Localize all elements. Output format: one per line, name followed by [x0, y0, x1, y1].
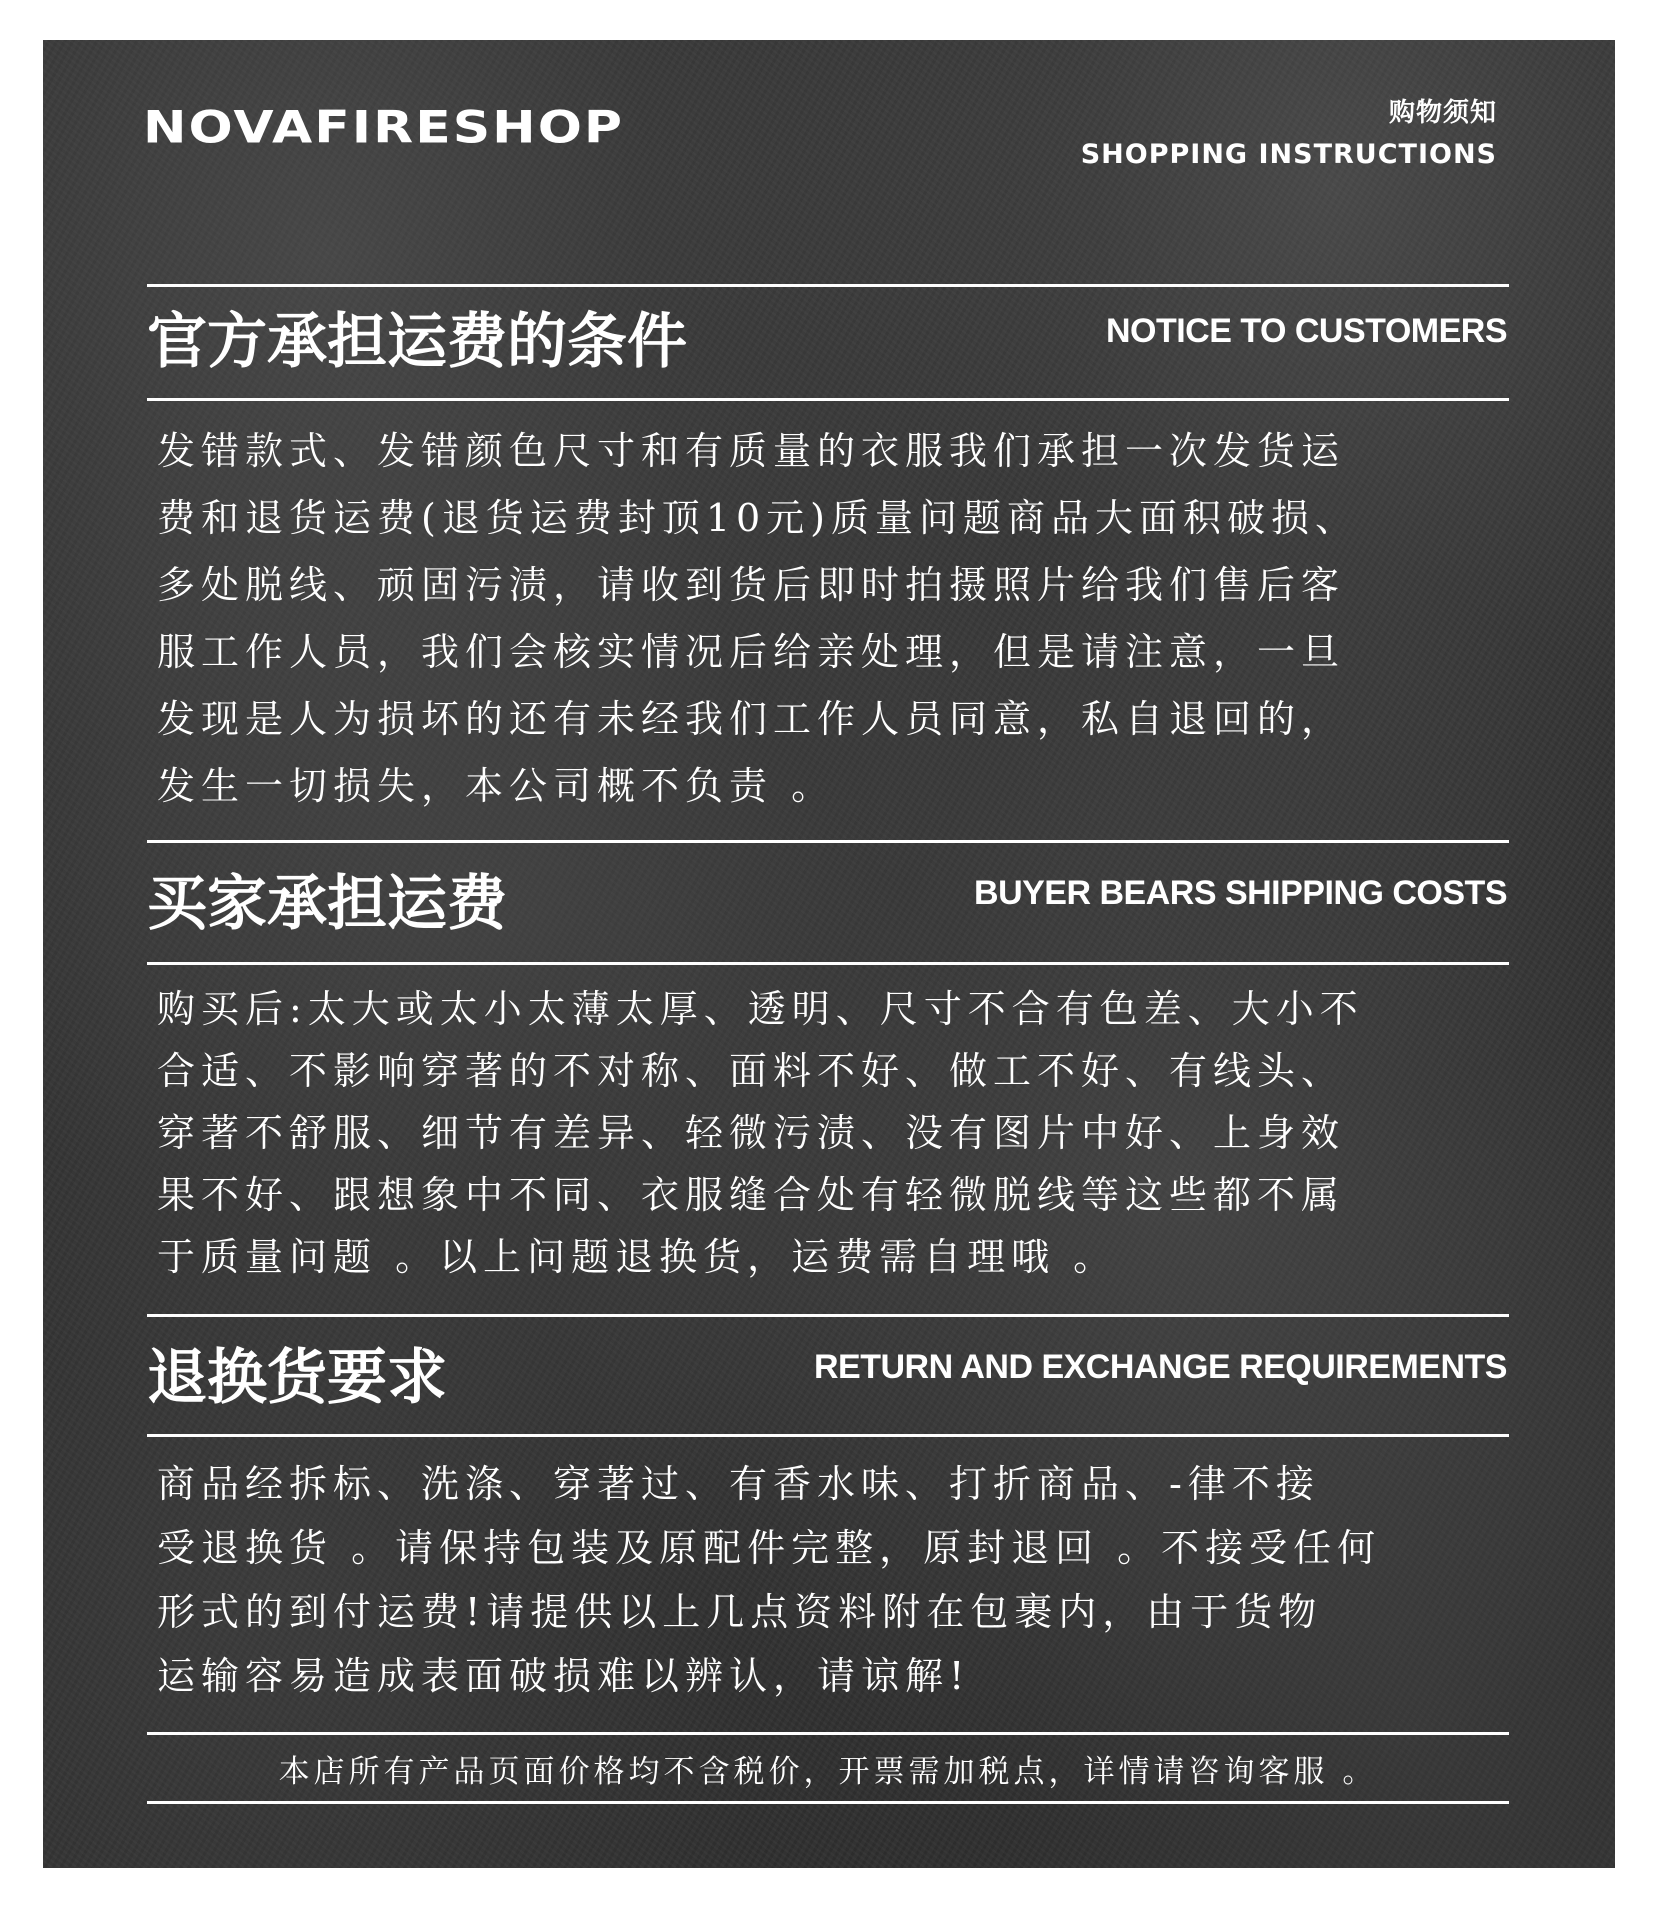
- brand-logo-text: NOVAFIRESHOP: [143, 102, 625, 154]
- section-2-title-cn: 买家承担运费: [147, 869, 507, 939]
- body-line: 发生一切损失，本公司概不负责 。: [157, 764, 836, 808]
- divider-rule: [147, 1732, 1509, 1735]
- body-line: 于质量问题 。以上问题退换货，运费需自理哦 。: [157, 1235, 1118, 1279]
- divider-rule: [147, 1801, 1509, 1804]
- body-line: 运输容易造成表面破损难以辨认，请谅解!: [157, 1654, 971, 1698]
- shopping-instructions-panel: [43, 40, 1615, 1868]
- body-line: 购买后:太大或太小太薄太厚、透明、尺寸不合有色差、大小不: [157, 987, 1364, 1031]
- body-line: 商品经拆标、洗涤、穿著过、有香水味、打折商品、-律不接: [157, 1462, 1320, 1506]
- section-2-body: [157, 978, 1517, 1288]
- divider-rule: [147, 1314, 1509, 1317]
- section-1-title-cn: 官方承担运费的条件: [147, 307, 687, 377]
- divider-rule: [147, 1434, 1509, 1437]
- section-3-title-cn: 退换货要求: [147, 1343, 447, 1413]
- body-line: 发错款式、发错颜色尺寸和有质量的衣服我们承担一次发货运: [157, 429, 1346, 473]
- section-3-body: [157, 1452, 1517, 1708]
- divider-rule: [147, 284, 1509, 287]
- body-line: 服工作人员，我们会核实情况后给亲处理，但是请注意，一旦: [157, 630, 1346, 674]
- divider-rule: [147, 398, 1509, 401]
- body-line: 果不好、跟想象中不同、衣服缝合处有轻微脱线等这些都不属: [157, 1173, 1346, 1217]
- footer-tax-note: 本店所有产品页面价格均不含税价，开票需加税点，详情请咨询客服 。: [278, 1754, 1378, 1790]
- header-title-en: SHOPPING INSTRUCTIONS: [1080, 139, 1497, 170]
- body-line: 发现是人为损坏的还有未经我们工作人员同意，私自退回的，: [157, 697, 1346, 741]
- body-line: 多处脱线、顽固污渍，请收到货后即时拍摄照片给我们售后客: [157, 563, 1346, 607]
- section-1-title-en: NOTICE TO CUSTOMERS: [1105, 312, 1507, 350]
- divider-rule: [147, 962, 1509, 965]
- body-line: 合适、不影响穿著的不对称、面料不好、做工不好、有线头、: [157, 1049, 1346, 1093]
- section-1-body: [157, 418, 1517, 820]
- body-line: 穿著不舒服、细节有差异、轻微污渍、没有图片中好、上身效: [157, 1111, 1346, 1155]
- divider-rule: [147, 840, 1509, 843]
- section-2-title-en: BUYER BEARS SHIPPING COSTS: [974, 874, 1507, 912]
- header-title-cn: 购物须知: [1388, 98, 1497, 128]
- header-title-block: [1081, 92, 1497, 170]
- section-3-title-en: RETURN AND EXCHANGE REQUIREMENTS: [813, 1348, 1507, 1386]
- body-line: 受退换货 。请保持包装及原配件完整，原封退回 。不接受任何: [157, 1526, 1382, 1570]
- body-line: 形式的到付运费!请提供以上几点资料附在包裹内，由于货物: [157, 1590, 1323, 1634]
- body-line: 费和退货运费(退货运费封顶10元)质量问题商品大面积破损、: [157, 496, 1360, 540]
